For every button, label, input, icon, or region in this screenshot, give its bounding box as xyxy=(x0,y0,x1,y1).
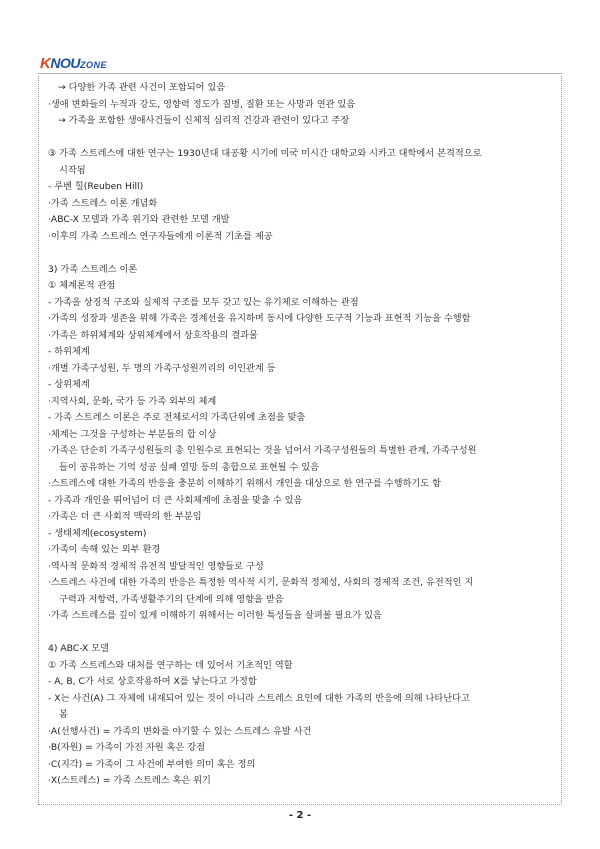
text-line: ③ 가족 스트레스에 대한 연구는 1930년대 대공황 시기에 미국 미시간 대학교와 시카고 대학에서 본격적으로 xyxy=(48,148,482,159)
page-header xyxy=(40,55,107,72)
text-line: ·가족 스트레스 이론 개념화 xyxy=(48,197,158,209)
text-line: - 생태체계(ecosystem) xyxy=(48,527,147,539)
text-line: ·X(스트레스) = 가족 스트레스 혹은 위기 xyxy=(48,775,211,786)
text-line: - 가족 스트레스 이론은 주로 전체로서의 가족단위에 초점을 맞춤 xyxy=(48,412,306,423)
text-line: ·이후의 가족 스트레스 연구자들에게 이론적 기초를 제공 xyxy=(48,230,273,242)
logo-zone: ZONE xyxy=(79,60,107,70)
text-line: ·가족은 더 큰 사회적 맥락의 한 부분임 xyxy=(48,511,202,522)
text-line: 봄 xyxy=(59,709,68,720)
text-line: 4) ABC-X 모델 xyxy=(48,643,110,654)
text-line: ·스트레스 사건에 대한 가족의 반응은 특정한 역사적 시기, 문화적 정체성, 사회의 경제적 조건, 유전적인 지 xyxy=(48,577,474,588)
text-line: - 하위체계 xyxy=(48,346,90,357)
text-line: - A, B, C가 서로 상호작용하여 X를 낳는다고 가정함 xyxy=(48,676,257,687)
document-body xyxy=(48,80,558,790)
text-line: - 루벤 힐(Reuben Hill) xyxy=(48,181,144,192)
text-line: ·A(선행사건) = 가족의 변화를 야기할 수 있는 스트레스 유발 사건 xyxy=(48,725,312,737)
blank-line xyxy=(48,130,558,147)
text-line: ① 체계론적 관점 xyxy=(48,280,116,291)
blank-line xyxy=(48,625,558,642)
text-line: ·ABC-X 모델과 가족 위기와 관련한 모델 개발 xyxy=(48,214,230,225)
text-line: ·역사적 문화적 경제적 유전적 발달적인 영향들로 구성 xyxy=(48,560,264,572)
text-line: - X는 사건(A) 그 자체에 내재되어 있는 것이 아니라 스트레스 요인에 대한 가족의 반응에 의해 나타난다고 xyxy=(48,692,470,704)
page-number: - 2 - xyxy=(288,810,312,821)
text-line: - 상위체계 xyxy=(48,379,90,390)
text-line: ·지역사회, 문화, 국가 등 가족 외부의 체계 xyxy=(48,395,217,407)
text-line: ① 가족 스트레스와 대처를 연구하는 데 있어서 기초적인 역할 xyxy=(48,659,293,671)
text-line: ·가족의 성장과 생존을 위해 가족은 경계선을 유지하며 동시에 다양한 도구적 기능과 표현적 기능을 수행함 xyxy=(48,313,471,324)
text-line: ·C(지각) = 가족이 그 사건에 부여한 의미 혹은 정의 xyxy=(48,758,256,770)
text-line: ·개별 가족구성원, 두 명의 가족구성원끼리의 이인관계 등 xyxy=(48,362,276,374)
text-line: ·가족이 속해 있는 외부 환경 xyxy=(48,544,161,555)
text-line: ·스트레스에 대한 가족의 반응을 충분히 이해하기 위해서 개인을 대상으로 한 연구를 수행하기도 함 xyxy=(48,478,441,489)
header-divider xyxy=(38,73,562,74)
text-line: 시작됨 xyxy=(59,164,86,176)
text-line: 3) 가족 스트레스 이론 xyxy=(48,263,138,275)
text-line: ·가족은 단순히 가족구성원들의 총 인원수로 표현되는 것을 넘어서 가족구성원들의 특별한 관계, 가족구성원 xyxy=(48,445,477,456)
text-line: ·체계는 그것을 구성하는 부분들의 합 이상 xyxy=(48,428,217,440)
text-line: ·생애 변화들의 누적과 강도, 영향력 정도가 질병, 질환 또는 사망과 연관 있음 xyxy=(48,98,356,110)
logo-nou: NOU xyxy=(50,55,80,71)
text-line: → 다양한 가족 관련 사건이 포함되어 있음 xyxy=(58,82,226,93)
text-line: ·가족 스트레스를 깊이 있게 이해하기 위해서는 이러한 특성들을 살펴볼 필요가 있음 xyxy=(48,610,382,621)
text-line: 구력과 저항력, 가족생활주기의 단계에 의해 영향을 받음 xyxy=(59,593,284,605)
blank-line xyxy=(48,245,558,262)
text-line: 들이 공유하는 기억 성공 실패 열망 등의 총합으로 표현될 수 있음 xyxy=(59,461,319,473)
text-line: - 가족을 상징적 구조와 실제적 구조를 모두 갖고 있는 유기체로 이해하는 관점 xyxy=(48,296,359,308)
text-line: ·B(자원) = 가족이 가진 자원 혹은 강점 xyxy=(48,742,205,753)
knouzone-logo xyxy=(40,55,107,72)
text-line: → 가족을 포함한 생애사건들이 신체적 심리적 건강과 관련이 있다고 주장 xyxy=(58,115,350,126)
text-line: ·가족은 하위체계와 상위체계에서 상호작용의 결과물 xyxy=(48,329,258,341)
text-line: - 가족과 개인을 뛰어넘어 더 큰 사회체계에 초점을 맞출 수 있음 xyxy=(48,494,303,506)
logo-k: K xyxy=(40,55,51,72)
